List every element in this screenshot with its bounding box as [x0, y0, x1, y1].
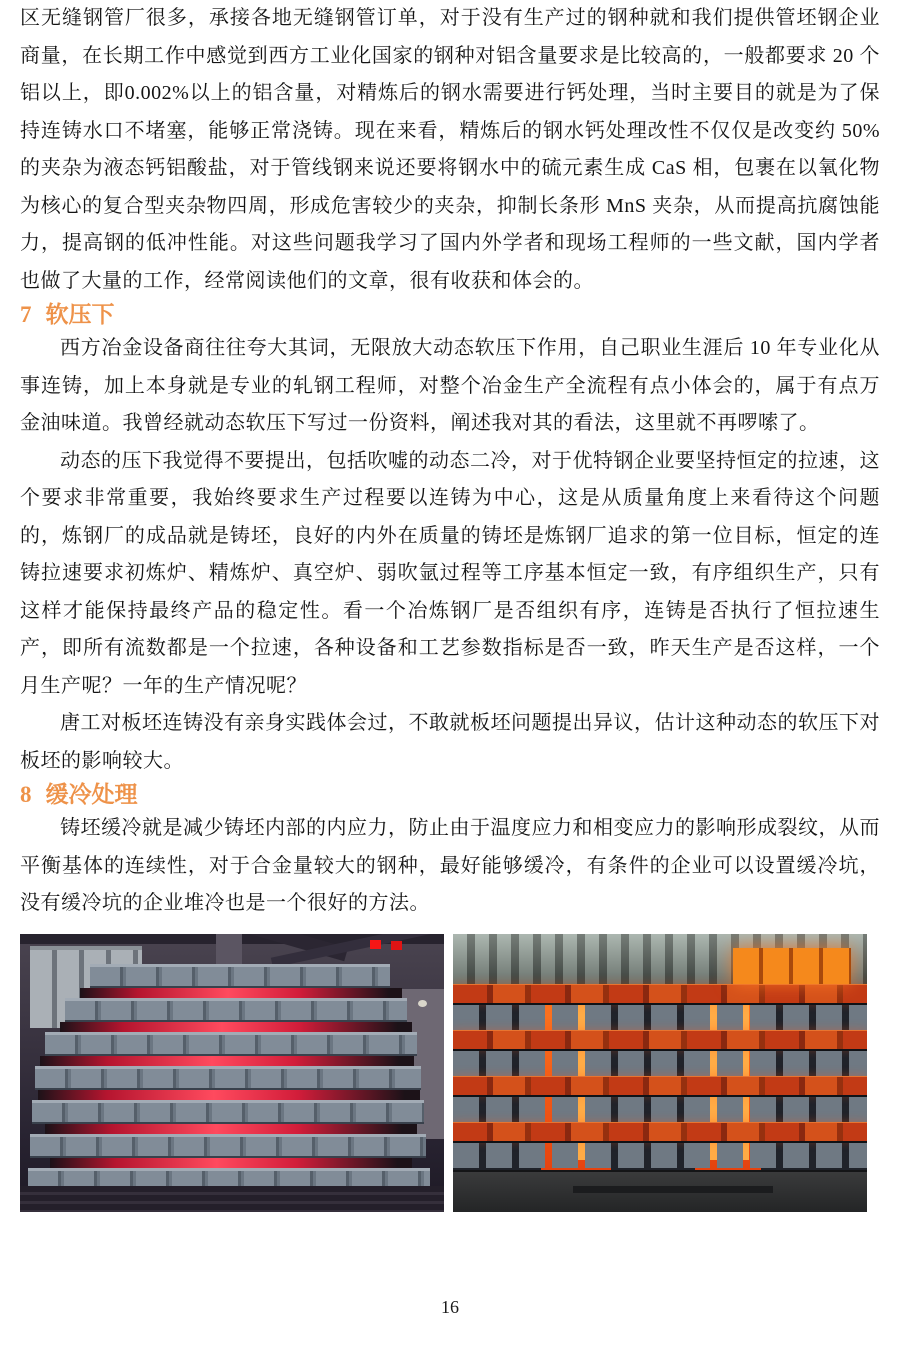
hot-glow-gap	[38, 1090, 420, 1100]
hot-glow-gap	[80, 988, 402, 998]
body-paragraph: 铸坯缓冷就是减少铸坯内部的内应力，防止由于温度应力和相变应力的影响形成裂纹，从而平衡基体的连续性，对于合金量较大的钢种，最好能够缓冷，有条件的企业可以设置缓冷坑，没有缓冷坑的企业堆冷也是一个很好的方法。	[20, 817, 880, 914]
hot-glow-gap	[40, 1056, 414, 1066]
billet-stack	[20, 964, 444, 1192]
billet-ends-row	[453, 1049, 867, 1076]
intro-paragraph: 区无缝钢管厂很多，承接各地无缝钢管订单，对于没有生产过的钢种就和我们提供管坯钢企业商量，在长期工作中感觉到西方工业化国家的钢种对铝含量要求是比较高的，一般都要求 20 个铝以上，即0.002%以上的铝含量，对精炼后的钢水需要进行钙处理，当时主要目的就是为了保持连铸水口不堵塞，能够正常浇铸。现在来看，精炼后的钢水钙处理改性不仅仅是改变约 50%的夹杂为液态钙铝酸盐，对于管线钢来说还要将钢水中的硫元素生成 CaS 相，包裹在以氧化物为核心的复合型夹杂物四周，形成危害较少的夹杂，抑制长条形 MnS 夹杂，从而提高抗腐蚀能力，提高钢的低冲性能。对这些问题我学习了国内外学者和现场工程师的一些文献，国内学者也做了大量的工作，经常阅读他们的文章，很有收获和体会的。	[20, 7, 880, 292]
page-content	[20, 0, 880, 1212]
section-heading-8	[20, 780, 880, 810]
glowing-billet-cubes	[733, 948, 851, 984]
billet-layer	[65, 998, 407, 1022]
photo-billet-stack-side	[20, 934, 444, 1212]
ground-beam	[573, 1186, 773, 1193]
section-number: 7	[20, 302, 32, 327]
billet-layer	[45, 1032, 417, 1056]
ground-rails	[20, 1186, 444, 1212]
billet-ends-row	[453, 1003, 867, 1030]
photo-billet-stack-front	[453, 934, 867, 1212]
hot-billet-band	[453, 1122, 867, 1141]
hot-glow-gap	[45, 1124, 417, 1134]
page-number: 16	[441, 1297, 459, 1317]
body-paragraph: 唐工对板坯连铸没有亲身实践体会过，不敢就板坯问题提出异议，估计这种动态的软压下对板坯的影响较大。	[20, 712, 880, 772]
red-indicator-light	[370, 940, 381, 949]
section-number: 8	[20, 782, 32, 807]
billet-stack-front	[453, 984, 867, 1170]
billet-layer	[35, 1066, 421, 1090]
billet-layer	[32, 1100, 424, 1124]
billet-layer	[30, 1134, 426, 1158]
section-title: 缓冷处理	[45, 782, 138, 807]
hot-billet-band	[453, 984, 867, 1003]
billet-ends-row	[453, 1095, 867, 1122]
body-paragraph: 西方冶金设备商往往夸大其词，无限放大动态软压下作用，自己职业生涯后 10 年专业化从事连铸，加上本身就是专业的轧钢工程师，对整个冶金生产全流程有点小体会的，属于有点万金油味道。我曾经就动态软压下写过一份资料，阐述我对其的看法，这里就不再啰嗦了。	[20, 337, 880, 434]
hot-glow-gap	[60, 1022, 412, 1032]
photo-row	[20, 934, 880, 1212]
hot-billet-band	[453, 1030, 867, 1049]
hot-billet-band	[453, 1076, 867, 1095]
section-heading-7	[20, 300, 880, 330]
hot-glow-gap	[50, 1158, 412, 1168]
section-title: 软压下	[45, 302, 115, 327]
body-paragraph: 动态的压下我觉得不要提出，包括吹嘘的动态二冷，对于优特钢企业要坚持恒定的拉速，这个要求非常重要，我始终要求生产过程要以连铸为中心，这是从质量角度上来看待这个问题的，炼钢厂的成品就是铸坯，良好的内外在质量的铸坯是炼钢厂追求的第一位目标，恒定的连铸拉速要求初炼炉、精炼炉、真空炉、弱吹氩过程等工序基本恒定一致，有序组织生产，只有这样才能保持最终产品的稳定性。看一个冶炼钢厂是否组织有序，连铸是否执行了恒拉速生产，即所有流数都是一个拉速，各种设备和工艺参数指标是否一致，昨天生产是否这样，一个月生产呢？一年的生产情况呢？	[20, 449, 880, 697]
billet-layer	[90, 964, 390, 988]
red-indicator-light	[391, 941, 402, 950]
billet-ends-row	[453, 1141, 867, 1168]
